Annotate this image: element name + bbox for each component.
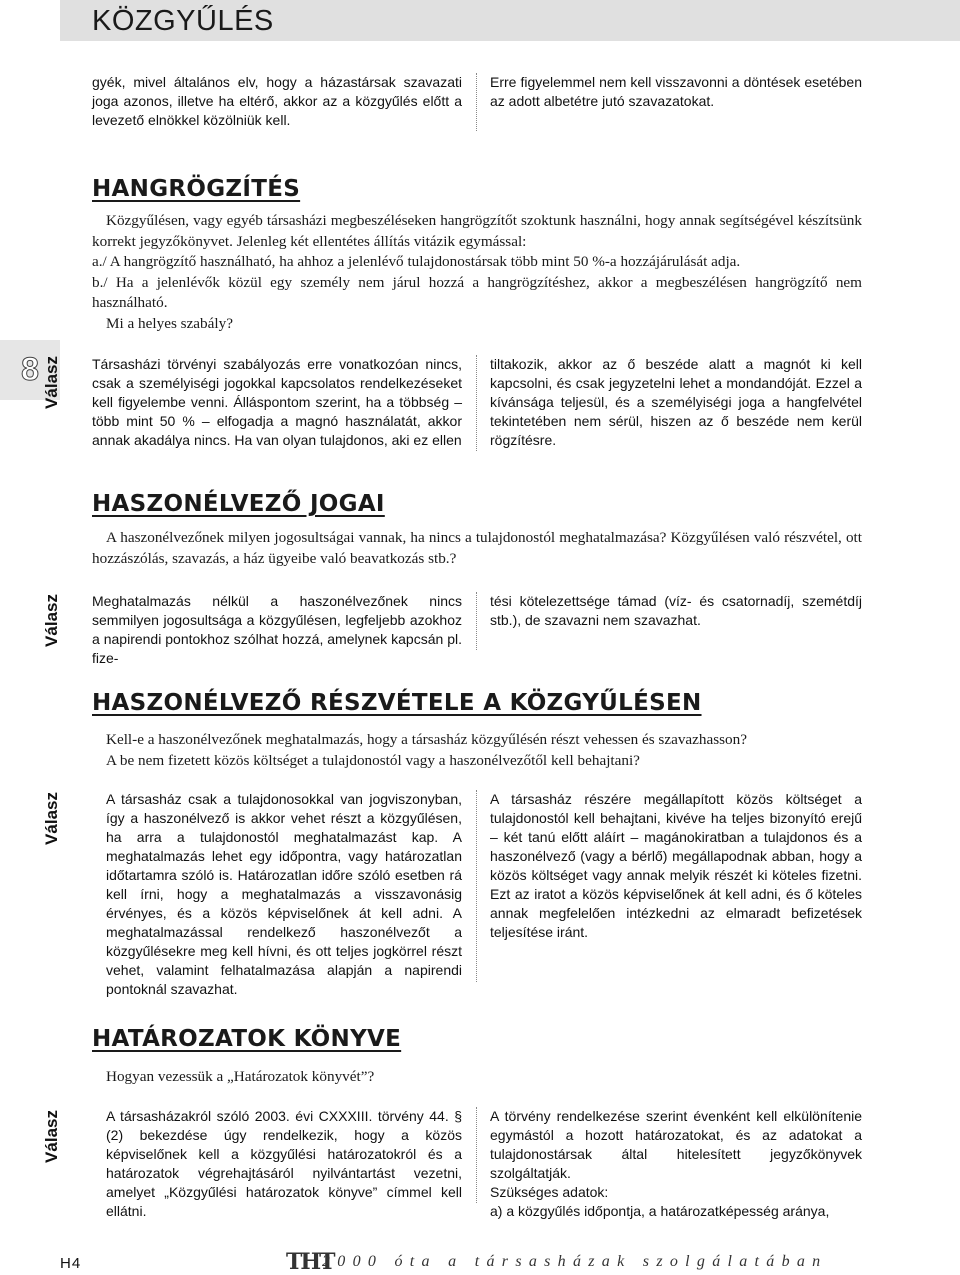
question-paragraph: Közgyűlésen, vagy egyéb társasházi megbeszéléseken hangrögzítőt szoktunk használni, hogy annak segítségével készítsünk korrekt jegyzőkönyvet. Jelenleg két ellentétes állítás vitázik egymással:: [92, 212, 862, 250]
answer-left-column: A társasház csak a tulajdonosokkal van jogviszonyban, így a haszonélvező is akkor vehet részt a közgyűlésen, ha arra a tulajdonostól meghatalmazást kap. A meghatalmazás lehet egy időpontra, vagy határozatlan időtartamra szóló is. Határozatlan időre szóló esetben rá kell írni, hogy a meghatalmazás a visszavonásig érvényes, és a közös képviselőnek át kell adni. A meghatalmazással rendelkező haszonélvezőt a közgyűlésekre meg kell hívni, és ott teljes jogkörrel részt vehet, valamint felhatalmazása alapján a napirendi pontoknál szavazhat.: [106, 791, 462, 997]
question-haszonelvezo-jogai: [92, 528, 862, 569]
page-title: KÖZGYŰLÉS: [92, 5, 274, 37]
question-paragraph: A be nem fizetett közös költséget a tulajdonostól vagy a haszonélvezőtől kell behajtani?: [106, 751, 640, 769]
section-heading-hatarozatok-konyve: HATÁROZATOK KÖNYVE: [92, 1026, 402, 1052]
section-heading-haszonelvezo-jogai: HASZONÉLVEZŐ JOGAI: [92, 491, 385, 517]
answer-paragraph: Szükséges adatok:: [490, 1184, 609, 1200]
question-paragraph: A haszonélvezőnek milyen jogosultságai vannak, ha nincs a tulajdonostól meghatalmazása? Közgyűlésen való részvétel, ott hozzászólás, szavazás, a ház ügyeibe való beavatkozás stb.?: [92, 529, 862, 567]
question-hangrogzites: [92, 211, 862, 334]
answer-label: Válasz: [42, 356, 61, 409]
answer-left-column: Meghatalmazás nélkül a haszonélvezőnek nincs semmilyen jogosultsága a közgyűlésen, legfeljebb azokhoz a napirendi pontokhoz szólhat hozzá, amelynek kapcsán pl. fize-: [92, 593, 462, 666]
question-hatarozatok-konyve: [106, 1067, 866, 1088]
footer-logo: THT: [286, 1249, 334, 1275]
column-divider: [476, 355, 477, 451]
column-divider: [476, 1107, 477, 1203]
footer-tagline: 2000 óta a társasházak szolgálatában: [322, 1253, 828, 1270]
section-heading-haszonelvezo-reszvetele: HASZONÉLVEZŐ RÉSZVÉTELE A KÖZGYŰLÉSEN: [92, 690, 702, 716]
answer-label: Válasz: [42, 792, 61, 845]
answer-right-column: tiltakozik, akkor az ő beszéde alatt a magnót ki kell kapcsolni, és csak jegyzetelni lehet a mondandóját. Ezzel a kívánsága teljesül, és a személyiségi joga a hangfelvétel tekintetében nem sérül, hiszen az ő beszéde nem kerül rögzítésre.: [490, 356, 862, 448]
answer-paragraph: A törvény rendelkezése szerint évenként kell elkülönítenie egymástól a hozott határozatokat, és az adatokat a tulajdonostársak által hitelesített jegyzőkönyvek szolgáltatják.: [490, 1108, 862, 1181]
answer-right-column: tési kötelezettsége támad (víz- és csatornadíj, szemétdíj stb.), de szavazni nem szavazhat.: [490, 593, 862, 628]
column-divider: [476, 790, 477, 982]
question-paragraph: Kell-e a haszonélvezőnek meghatalmazás, hogy a társasház közgyűlésén részt vehessen és szavazhasson?: [106, 731, 747, 748]
question-paragraph: Hogyan vezessük a „Határozatok könyvét”?: [106, 1068, 375, 1085]
answer-left-column: Társasházi törvényi szabályozás erre vonatkozóan nincs, csak a személyiségi jogokkal kapcsolatos rendelkezéseket kell figyelembe venni. Álláspontom szerint, ha a többség – több mint 50 % – elfogadja a magnó használatát, akkor annak akadálya nincs. Ha van olyan tulajdonos, aki ez ellen: [92, 356, 462, 448]
intro-left-column: gyék, mivel általános elv, hogy a házastársak szavazati joga azonos, illetve ha eltérő, akkor az a közgyűlés előtt a levezető elnökkel közölniük kell.: [92, 74, 462, 128]
answer-label: Válasz: [42, 1110, 61, 1163]
page-number-tab: 8: [0, 340, 60, 400]
answer-left-column: A társasházakról szóló 2003. évi CXXXIII. törvény 44. § (2) bekezdése úgy rendelkezik, hogy a közös képviselőnek kell a közgyűlési határozatokról és a határozatok végrehajtásáról nyilvántartást vezetni, amelyet „Közgyűlési határozatok könyve” címmel kell ellátni.: [106, 1108, 462, 1219]
question-paragraph: b./ Ha a jelenlévők közül egy személy nem járul hozzá a hangrögzítéshez, akkor a megbeszélésen hangrögzítő nem használható.: [92, 273, 862, 311]
answer-right-column: A társasház részére megállapított közös költséget a tulajdonostól kell behajtani, kivéve ha teljes bizonyító erejű – két tanú előtt aláírt – magánokiratban a tulajdonos és a haszonélvező (vagy a bérlő) megállapodnak abban, hogy a közös költséget vagy annak melyik részét ki köteles fizetni. Ezt az iratot a közös képviselőnek át kell adni, és ő köteles annak megfelelően intézkedni az elmaradt befizetések teljesítése iránt.: [490, 791, 862, 940]
section-heading-hangrogzites: HANGRÖGZÍTÉS: [92, 176, 301, 202]
footer-page-code: H4: [60, 1255, 82, 1272]
intro-right-column: Erre figyelemmel nem kell visszavonni a döntések esetében az adott albetétre jutó szavazatokat.: [490, 74, 862, 109]
question-haszonelvezo-reszvetele: [106, 730, 866, 771]
answer-right-column: [490, 1107, 862, 1221]
column-divider: [476, 73, 477, 131]
question-paragraph: Mi a helyes szabály?: [106, 314, 233, 332]
column-divider: [476, 592, 477, 650]
answer-label: Válasz: [42, 594, 61, 647]
question-paragraph: a./ A hangrögzítő használható, ha ahhoz a jelenlévő tulajdonostársak több mint 50 %-a hozzájárulását adja.: [92, 253, 741, 270]
answer-paragraph: a) a közgyűlés időpontja, a határozatképesség aránya,: [490, 1203, 830, 1219]
